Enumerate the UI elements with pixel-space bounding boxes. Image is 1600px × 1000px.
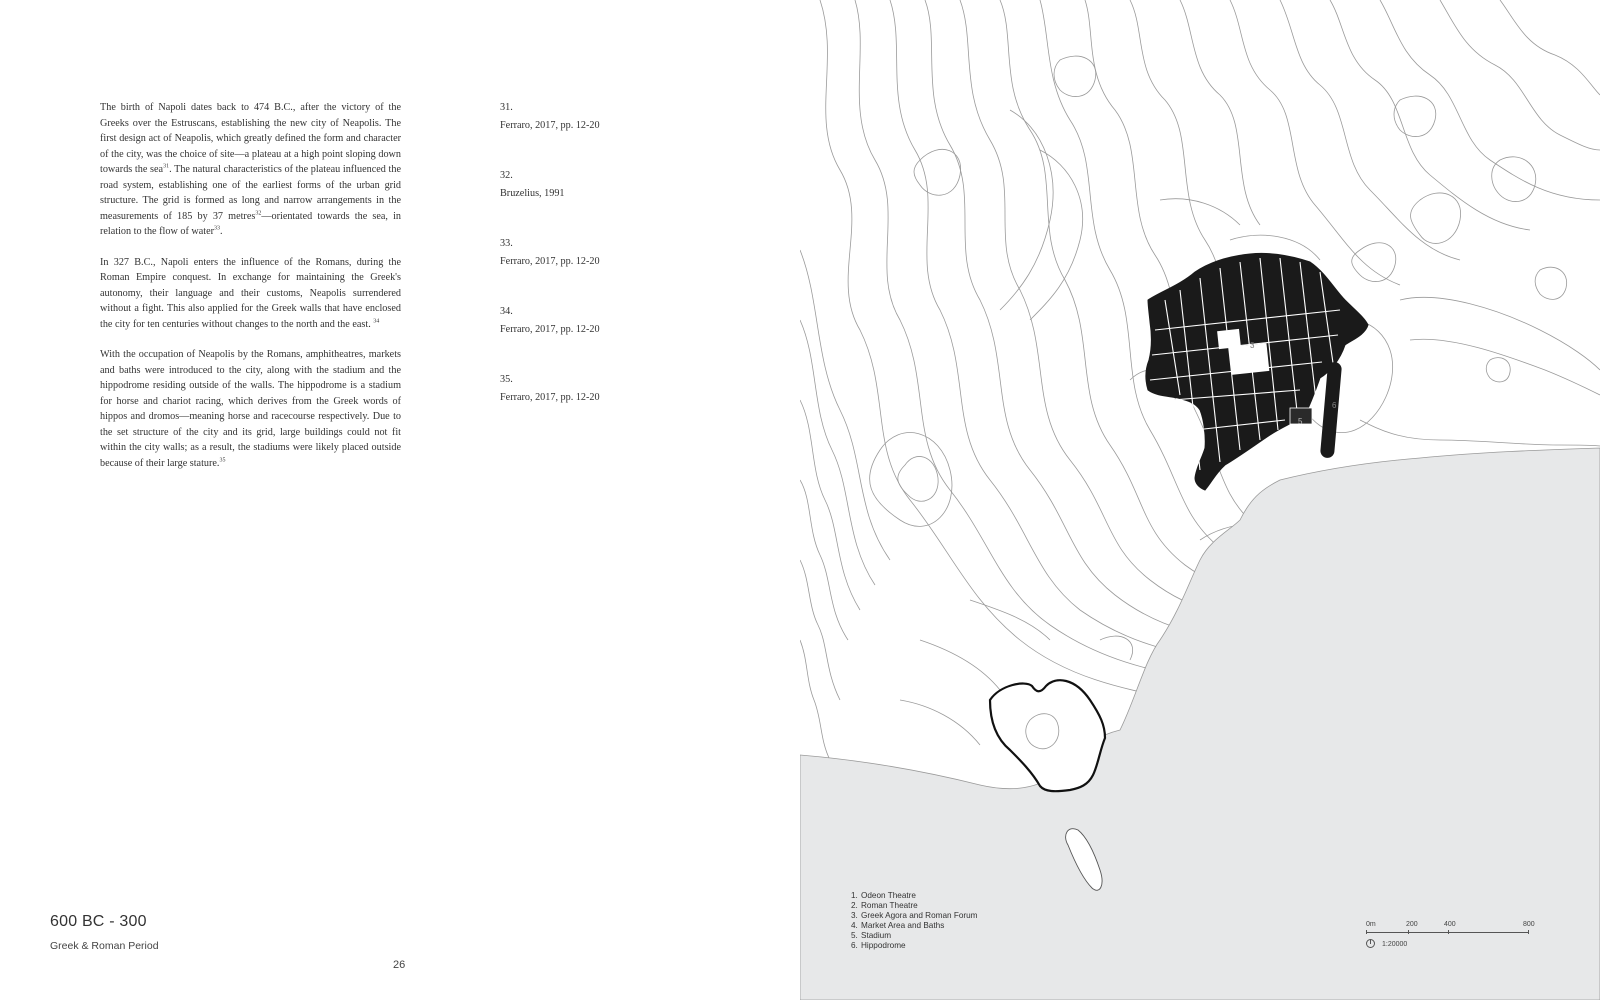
peninsula-wall [990,680,1105,791]
legend-item: 4. Market Area and Baths [851,921,945,930]
footnote [500,374,700,442]
scale-tick [1448,930,1449,934]
scale-label: 800 [1523,921,1535,928]
footnote-number: 32. [500,170,513,181]
ancient-city [1146,253,1368,490]
footnote-number: 35. [500,374,513,385]
footnote [500,170,700,238]
footnote [500,238,700,306]
legend-item: 1. Odeon Theatre [851,891,916,900]
footnote-text: Ferraro, 2017, pp. 12-20 [500,120,600,131]
scale-tick [1408,930,1409,934]
period-subtitle: Greek & Roman Period [50,940,159,952]
footnote-text: Ferraro, 2017, pp. 12-20 [500,256,600,267]
footnote [500,306,700,374]
legend-item: 5. Stadium [851,931,892,940]
map-legend [851,891,978,951]
legend-item: 6. Hippodrome [851,941,906,950]
scale-label: 0m [1366,921,1376,928]
right-page [800,0,1600,1000]
map-label-5: 5 [1298,417,1303,426]
scale-label: 200 [1406,921,1418,928]
footnote-number: 31. [500,102,513,113]
period-title: 600 BC - 300 [50,913,147,930]
legend-item: 3. Greek Agora and Roman Forum [851,911,978,920]
footnote-number: 34. [500,306,513,317]
scale-bar [1366,921,1546,951]
city-map [800,0,1600,1000]
paragraph-1: The birth of Napoli dates back to 474 B.C., after the victory of the Greeks over the Estruscans, establishing the new city of Neapolis. The first design act of Neapolis, which greatly defined the form and character of the city, was the choice of site—a plateau at a high point sloping down towards the sea$^{31}$. The natural characteristics of the plateau influenced the road system, establishing one of the earliest forms of the urban grid structure. The grid is formed as long and narrow arrangements in the measurements of 185 by 37 metres$^{32}$—orientated towards the sea, in relation to the flow of water$^{33}$. [100,102,401,237]
footnote-text: Bruzelius, 1991 [500,188,565,199]
footnote [500,102,700,170]
map-label-3: 3 [1250,341,1255,350]
footnote-text: Ferraro, 2017, pp. 12-20 [500,324,600,335]
footnote-number: 33. [500,238,513,249]
paragraph-2: In 327 B.C., Napoli enters the influence of the Romans, during the Roman Empire conquest. In exchange for maintaining the Greek's autonomy, their language and their customs, Neapolis surrendered without a fight. This also applied for the Greek walls that have enclosed the city for ten centuries without changes to the north and the east. $^{34}$ [100,256,401,330]
scale-tick [1366,930,1367,934]
page-number: 26 [393,959,406,971]
legend-item: 2. Roman Theatre [851,901,918,910]
scale-ratio: 1:20000 [1382,941,1408,948]
forum-open-space [1217,329,1241,349]
north-arrow-icon [1366,939,1375,948]
body-text [100,100,401,486]
footnotes [500,102,700,442]
scale-label: 400 [1444,921,1456,928]
paragraph-3: With the occupation of Neapolis by the Romans, amphitheatres, markets and baths were introduced to the city, along with the stadium and the hippodrome residing outside of the walls. The hippodrome is a stadium for horse and chariot racing, which derives from the Greek words of hippos and dromos—meaning horse and racecourse respectively. Due to the set structure of the city and its grid, large buildings could not fit within the city walls; as a result, the stadiums were likely placed outside because of their large stature.$^{35}$ [100,349,401,469]
scale-tick [1528,930,1529,934]
footnote-text: Ferraro, 2017, pp. 12-20 [500,392,600,403]
agora-open-space [1229,343,1270,375]
map-label-6: 6 [1332,401,1337,410]
